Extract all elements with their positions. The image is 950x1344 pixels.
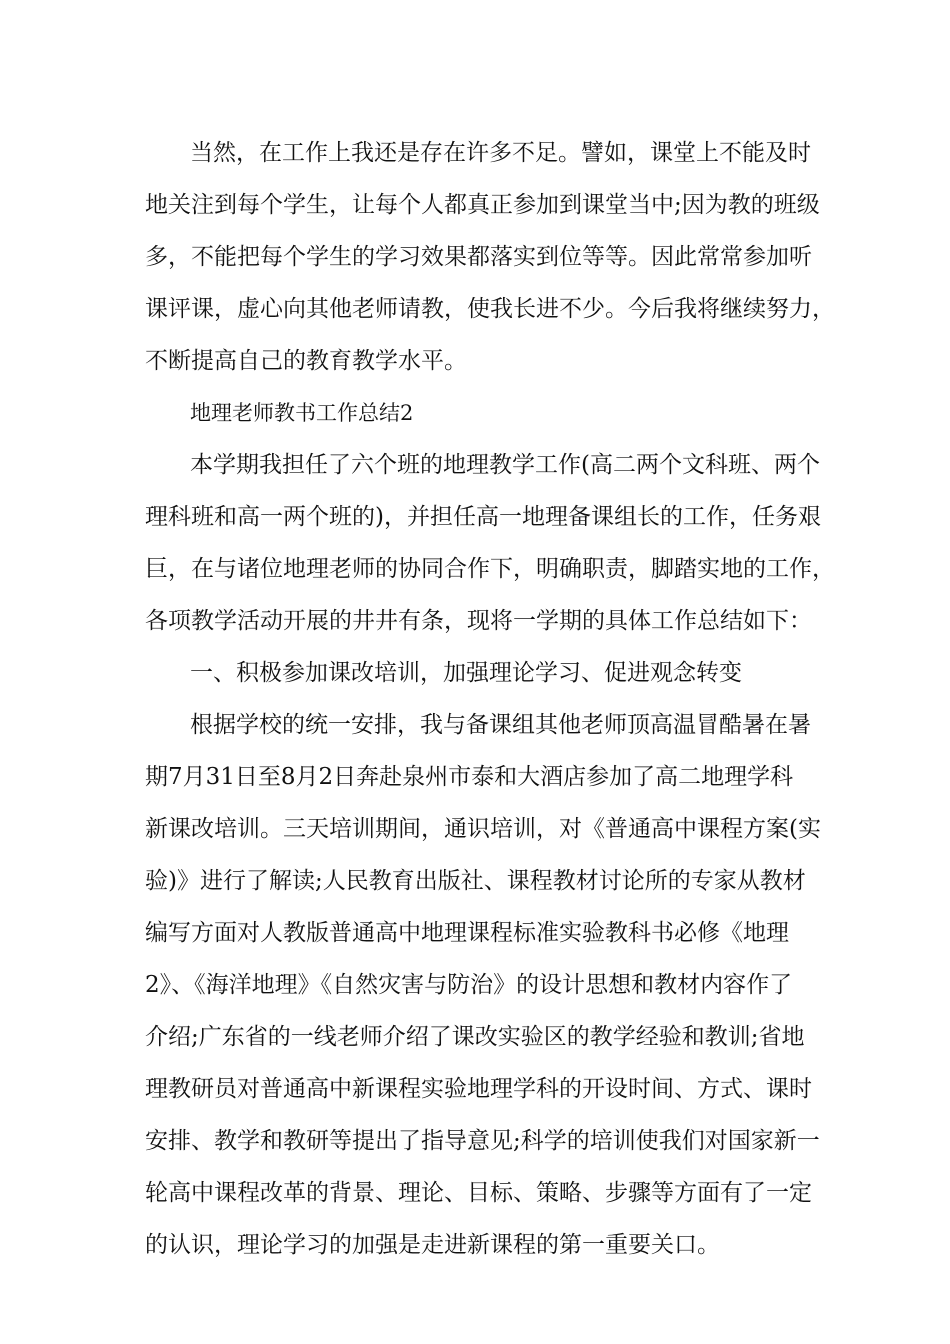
paragraph-3-line-2: 期7月31日至8月2日奔赴泉州市泰和大酒店参加了高二地理学科 — [145, 764, 794, 790]
subheading-1: 一、积极参加课改培训，加强理论学习、促进观念转变 — [190, 660, 742, 686]
section-title: 地理老师教书工作总结2 — [190, 401, 414, 425]
paragraph-3-line-6: 2》、《海洋地理》《自然灾害与防治》的设计思想和教材内容作了 — [145, 972, 793, 998]
paragraph-2-line-1: 本学期我担任了六个班的地理教学工作(高二两个文科班、两个 — [190, 452, 820, 478]
paragraph-3-line-4: 验)》进行了解读;人民教育出版社、课程教材讨论所的专家从教材 — [145, 868, 806, 894]
paragraph-3-line-9: 安排、教学和教研等提出了指导意见;科学的培训使我们对国家新一 — [145, 1128, 820, 1154]
paragraph-1-line-3: 多，不能把每个学生的学习效果都落实到位等等。因此常常参加听 — [145, 244, 812, 270]
paragraph-1-line-2: 地关注到每个学生，让每个人都真正参加到课堂当中;因为教的班级 — [145, 192, 820, 218]
paragraph-3-line-7: 介绍;广东省的一线老师介绍了课改实验区的教学经验和教训;省地 — [145, 1024, 805, 1050]
paragraph-3-line-3: 新课改培训。三天培训期间，通识培训，对《普通高中课程方案(实 — [145, 816, 821, 842]
paragraph-2-line-2: 理科班和高一两个班的)，并担任高一地理备课组长的工作，任务艰 — [145, 504, 821, 530]
paragraph-1-line-5: 不断提高自己的教育教学水平。 — [145, 348, 467, 374]
paragraph-3-line-8: 理教研员对普通高中新课程实验地理学科的开设时间、方式、课时 — [145, 1076, 812, 1102]
paragraph-3-line-5: 编写方面对人教版普通高中地理课程标准实验教科书必修《地理 — [145, 920, 789, 946]
paragraph-3-line-10: 轮高中课程改革的背景、理论、目标、策略、步骤等方面有了一定 — [145, 1180, 812, 1206]
paragraph-2-line-4: 各项教学活动开展的井井有条，现将一学期的具体工作总结如下： — [145, 608, 812, 634]
paragraph-3-line-11: 的认识，理论学习的加强是走进新课程的第一重要关口。 — [145, 1232, 720, 1258]
paragraph-1-line-4: 课评课，虚心向其他老师请教，使我长进不少。今后我将继续努力， — [145, 296, 835, 322]
paragraph-1-line-1: 当然，在工作上我还是存在许多不足。譬如，课堂上不能及时 — [190, 140, 811, 166]
paragraph-3-line-1: 根据学校的统一安排，我与备课组其他老师顶高温冒酷暑在暑 — [190, 712, 811, 738]
paragraph-2-line-3: 巨，在与诸位地理老师的协同合作下，明确职责，脚踏实地的工作， — [145, 556, 835, 582]
